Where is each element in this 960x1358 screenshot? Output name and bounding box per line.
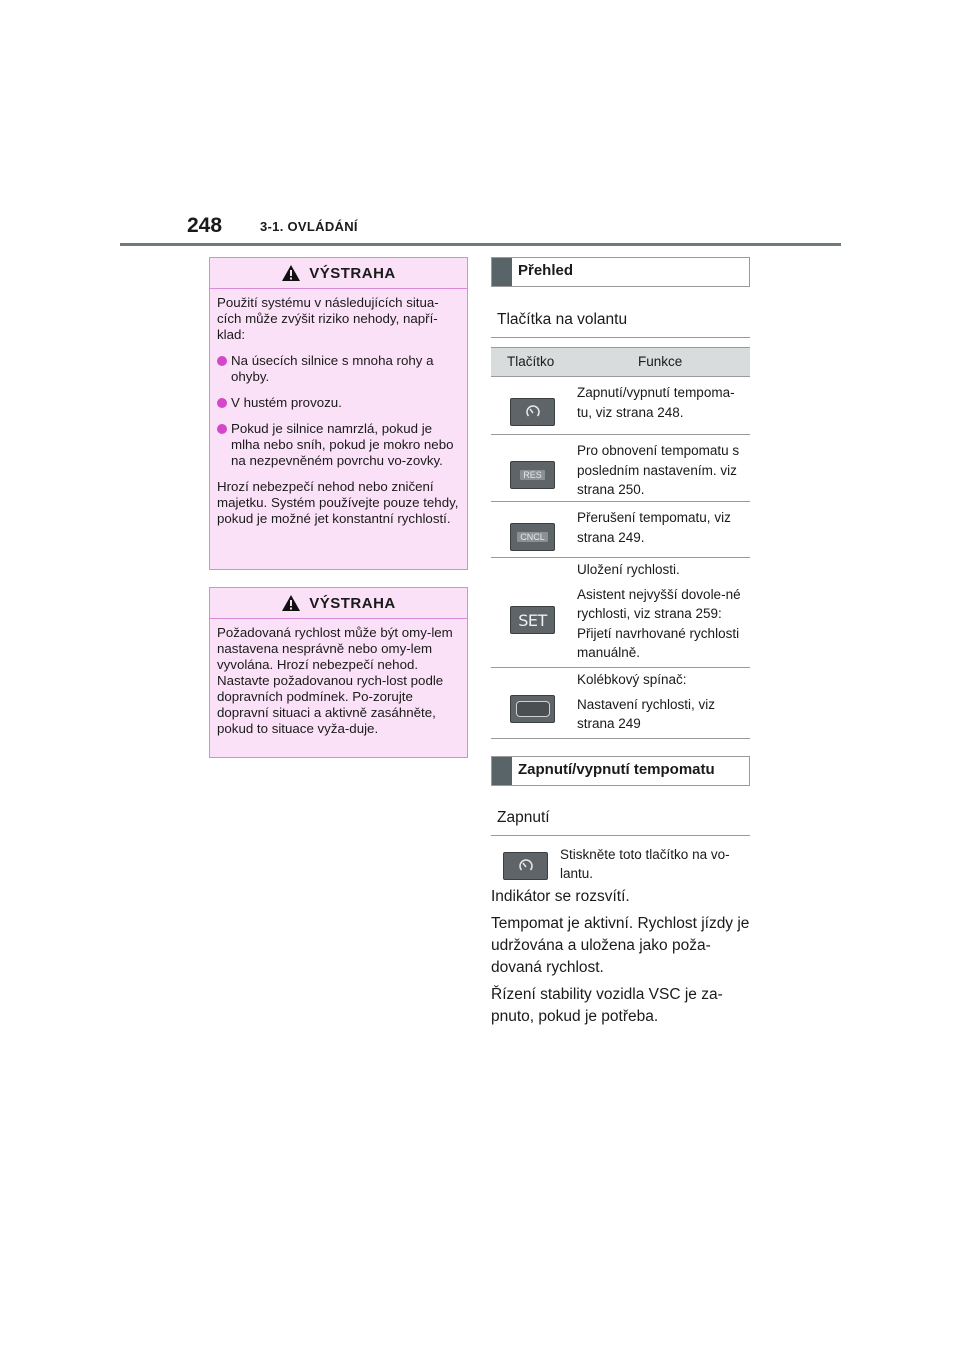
- table-row: [491, 377, 750, 435]
- section-title: Přehled: [518, 262, 574, 279]
- warning-bullet: [217, 353, 460, 385]
- function-text: Uložení rychlosti.: [577, 562, 680, 577]
- buttons-table: [491, 347, 750, 739]
- warning-title: VÝSTRAHA: [309, 594, 396, 612]
- table-row: [491, 558, 750, 668]
- body-text: [491, 886, 753, 1033]
- subsection-header-on: [491, 802, 750, 836]
- button-label: SET: [518, 610, 547, 630]
- page-number: 248: [187, 214, 223, 237]
- column-header-function: Funkce: [638, 354, 683, 369]
- header-divider: [120, 243, 841, 246]
- table-row: [491, 502, 750, 558]
- bullet-dot-icon: [217, 356, 227, 366]
- subsection-title: Tlačítka na volantu: [497, 311, 628, 328]
- warning-box-1: [209, 257, 468, 570]
- warning-header: [210, 258, 467, 289]
- warning-bullet: [217, 395, 460, 411]
- cncl-button-icon: [510, 523, 555, 551]
- res-button-icon: [510, 461, 555, 489]
- warning-intro: Použití systému v následujících situa-cích může zvýšit riziko nehody, napří-klad:: [217, 295, 439, 342]
- section-header-toggle: [491, 756, 750, 786]
- cruise-control-icon: [503, 852, 548, 880]
- warning-title: VÝSTRAHA: [309, 264, 396, 282]
- function-text: Přerušení tempomatu, viz strana 249.: [577, 510, 731, 545]
- subsection-header-buttons: [491, 303, 750, 338]
- section-header-overview: [491, 257, 750, 287]
- section-bar: [492, 757, 512, 785]
- paragraph: Tempomat je aktivní. Rychlost jízdy je udržována a uložena jako poža-dovaná rychlost.: [491, 915, 750, 976]
- rocker-switch-icon: [510, 695, 555, 723]
- cruise-control-icon: [510, 398, 555, 426]
- set-button-icon: [510, 606, 555, 634]
- button-label: RES: [520, 470, 545, 480]
- warning-box-2: [209, 587, 468, 758]
- warning-header: [210, 588, 467, 619]
- warning-outro: Hrozí nebezpečí nehod nebo zničení majetku. Systém používejte pouze tehdy, pokud je možné jet konstantní rychlostí.: [217, 479, 459, 526]
- paragraph: Indikátor se rozsvítí.: [491, 888, 630, 905]
- warning-triangle-icon: [281, 594, 301, 612]
- column-header-button: Tlačítko: [507, 354, 555, 369]
- paragraph: Řízení stability vozidla VSC je za-pnuto, pokud je potřeba.: [491, 986, 723, 1025]
- bullet-text: Na úsecích silnice s mnoha rohy a ohyby.: [231, 353, 434, 384]
- section-bar: [492, 258, 512, 286]
- table-row: [491, 435, 750, 502]
- function-text: Kolébkový spínač:: [577, 672, 687, 687]
- chapter-title: 3-1. OVLÁDÁNÍ: [260, 219, 358, 234]
- warning-triangle-icon: [281, 264, 301, 282]
- section-title: Zapnutí/vypnutí tempomatu: [518, 761, 715, 778]
- subsection-title: Zapnutí: [497, 809, 550, 826]
- bullet-dot-icon: [217, 424, 227, 434]
- bullet-dot-icon: [217, 398, 227, 408]
- bullet-text: Pokud je silnice namrzlá, pokud je mlha nebo sníh, pokud je mokro nebo na nezpevněném povrchu vo-zovky.: [231, 421, 454, 468]
- function-text: Nastavení rychlosti, viz strana 249: [577, 696, 716, 731]
- instruction-text: Stiskněte toto tlačítko na vo-lantu.: [560, 847, 730, 881]
- table-row: [491, 668, 750, 739]
- table-header: [491, 347, 750, 377]
- function-text: Pro obnovení tempomatu s posledním nastavením. viz strana 250.: [577, 443, 740, 497]
- function-text: Asistent nejvyšší dovole-né rychlosti, viz strana 259: Přijetí navrhované rychlosti manuálně.: [577, 586, 741, 660]
- button-label: CNCL: [517, 532, 548, 542]
- rocker-shape: [516, 701, 550, 717]
- warning-text: Požadovaná rychlost může být omy-lem nastavena nesprávně nebo omy-lem vyvolána. Hrozí nebezpečí nehod. Nastavte požadovanou rych-lost podle dopravních podmínek. Po-zorujte dopravní situaci a aktivně zasáhněte, pokud to situace vyža-duje.: [217, 625, 453, 736]
- bullet-text: V hustém provozu.: [231, 395, 342, 410]
- function-text: Zapnutí/vypnutí tempoma-tu, viz strana 248.: [577, 385, 735, 420]
- warning-bullet: [217, 421, 460, 469]
